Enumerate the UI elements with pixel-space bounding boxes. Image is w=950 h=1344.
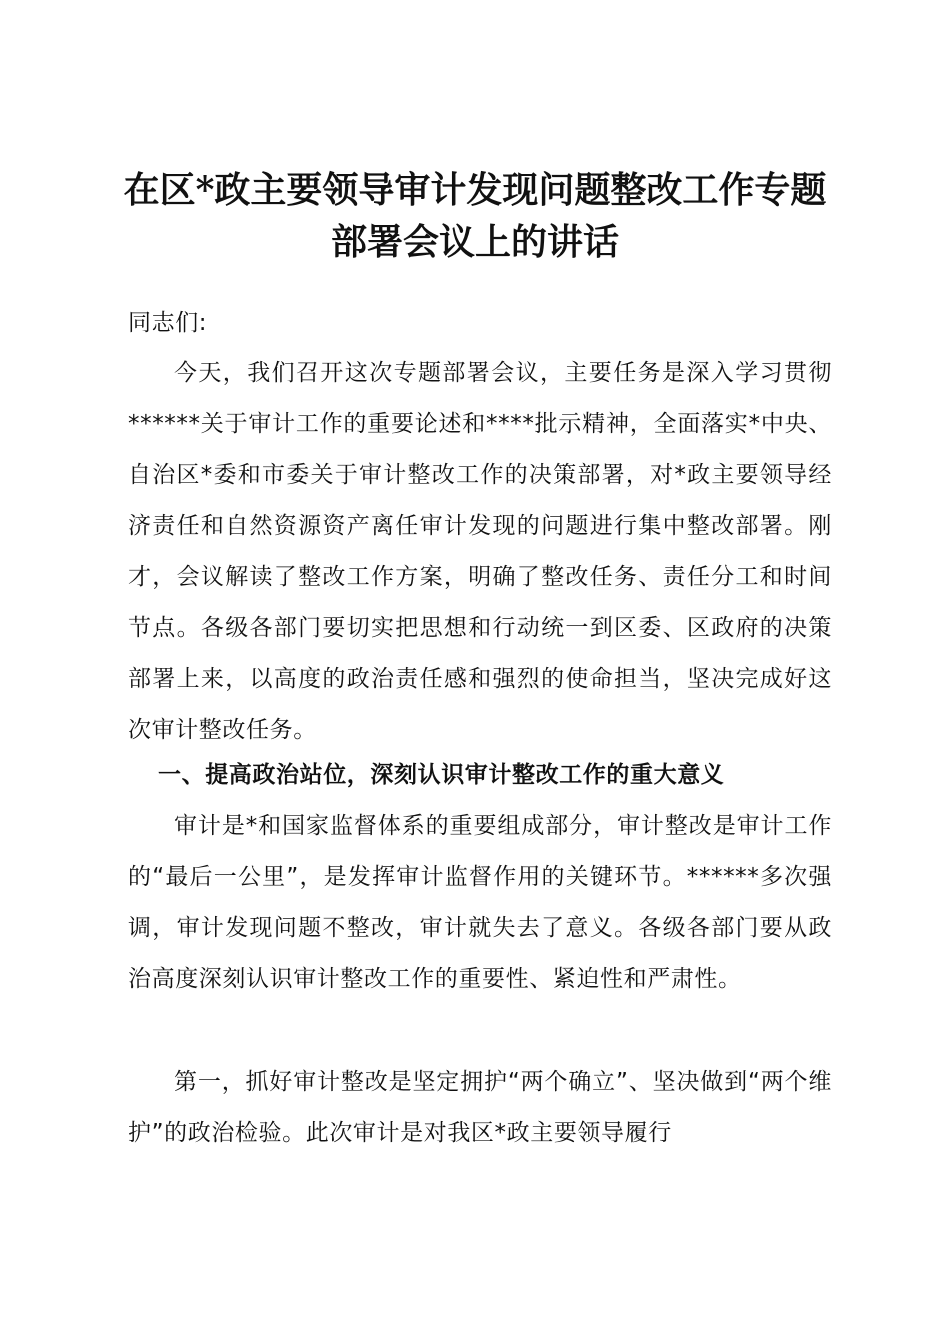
title-line-2: 部署会议上的讲话 — [330, 221, 619, 263]
title-line-1: 在区*政主要领导审计发现问题整改工作专题 — [123, 169, 827, 211]
document-title — [120, 164, 830, 268]
section-heading-1: 一、提高政治站位，深刻认识审计整改工作的重大意义 — [158, 762, 725, 788]
paragraph-first-point: 第一，抓好审计整改是坚定拥护“两个确立”、坚决做到“两个维护”的政治检验。此次审计是对我区*政主要领导履行 — [128, 1069, 832, 1146]
paragraph-audit-significance: 审计是*和国家监督体系的重要组成部分，审计整改是审计工作的“最后一公里”，是发挥审计监督作用的关键环节。******多次强调，审计发现问题不整改，审计就失去了意义。各级各部门要从政治高度深刻认识审计整改工作的重要性、紧迫性和严肃性。 — [128, 813, 832, 992]
salutation: 同志们: — [128, 310, 208, 336]
paragraph-intro: 今天，我们召开这次专题部署会议，主要任务是深入学习贯彻******关于审计工作的重要论述和****批示精神，全面落实*中央、自治区*委和市委关于审计整改工作的决策部署，对*政主要领导经济责任和自然资源资产离任审计发现的问题进行集中整改部署。刚才，会议解读了整改工作方案，明确了整改任务、责任分工和时间节点。各级各部门要切实把思想和行动统一到区委、区政府的决策部署上来，以高度的政治责任感和强烈的使命担当，坚决完成好这次审计整改任务。 — [128, 360, 832, 743]
